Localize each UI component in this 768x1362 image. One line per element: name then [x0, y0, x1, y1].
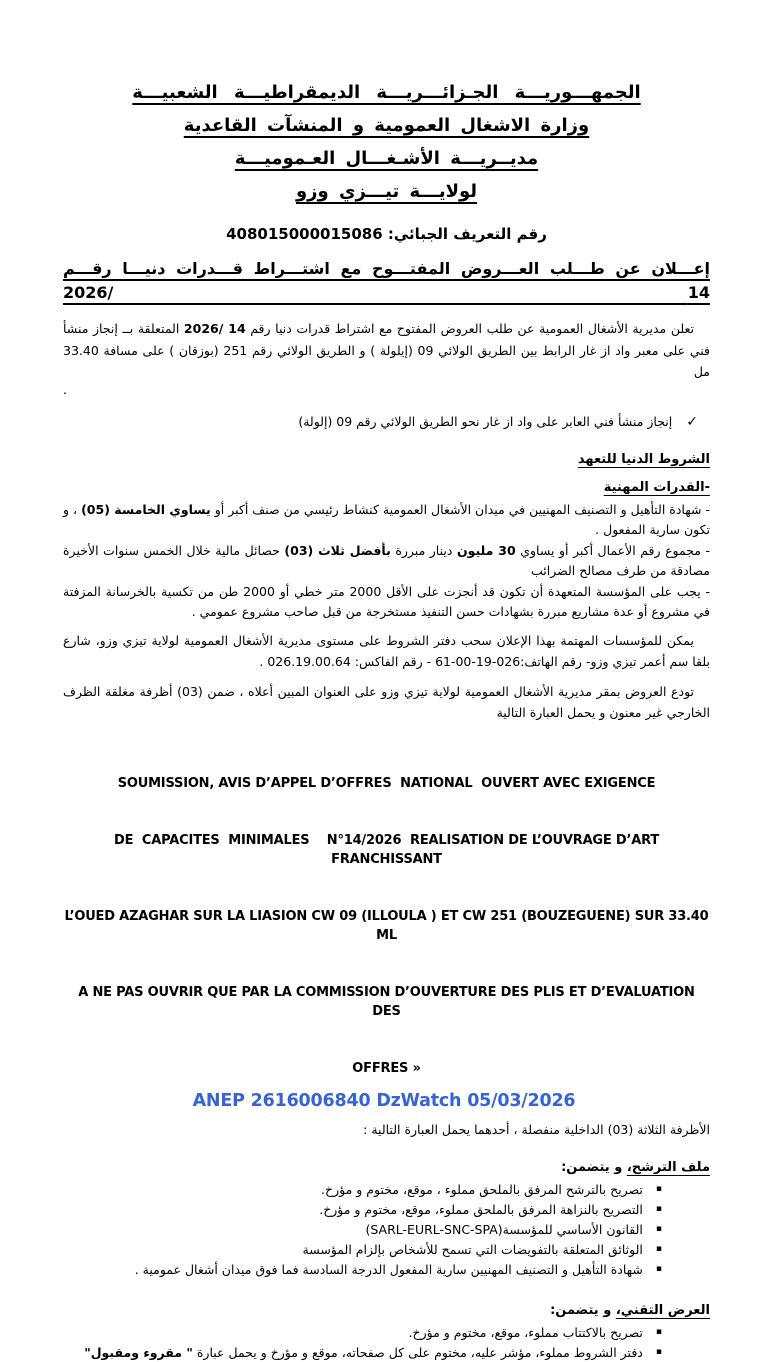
works-check-item — [63, 412, 710, 432]
list-item — [63, 1200, 710, 1219]
professional-capacities-subheading: -القدرات المهنية — [603, 479, 710, 495]
square-bullet-icon: ▪ — [655, 1183, 662, 1194]
technical-offer-heading-title: العرض التقني، — [615, 1302, 710, 1318]
works-item-text: إنجاز منشأ فني العابر على واد از غار نحو الطريق الولائي رقم 09 (إلولة) — [298, 413, 673, 429]
list-item-text: شهادة التأهيل و التصنيف المهنيين سارية المفعول الدرجة السادسة فما فوق ميدان أشغال عمومية . — [134, 1261, 643, 1277]
checkmark-icon: ✓ — [686, 413, 698, 430]
list-item — [63, 1240, 710, 1259]
square-bullet-icon: ▪ — [655, 1223, 662, 1234]
candidacy-file-list — [63, 1180, 710, 1279]
condition-item: - شهادة التأهيل و التصنيف المهنيين في ميدان الأشغال العمومية كنشاط رئيسي من صنف أكبر أو يساوي الخامسة (05) ، و تكون سارية المفعول . — [63, 501, 710, 537]
condition-item: - يجب على المؤسسة المتعهدة أن تكون قد أنجزت على الأقل 2000 متر خطي أو 2000 طن من تكسية بالخرسانة المزفتة في مشروع أو عدة مشاريع مبررة بشهادات حسن التنفيذ مستخرجة من قبل صاحب مشروع عمومي . — [63, 583, 710, 619]
french-notice-line: A NE PAS OUVRIR QUE PAR LA COMMISSION D’OUVERTURE DES PLIS ET D’EVALUATION DES — [78, 984, 700, 1019]
header-ministry-line: وزارة الاشغال العمومية و المنشآت القاعدية — [183, 115, 590, 136]
condition-item: - مجموع رقم الأعمال أكبر أو يساوي 30 مليون دينار مبررة بأفضل ثلاث (03) حصائل مالية خلال الخمس سنوات الأخيرة مصادقة من طرف مصالح الضرائب — [63, 542, 710, 578]
technical-offer-list — [63, 1323, 710, 1362]
header-wilaya-line: لولايـــة تيـــزي وزو — [295, 181, 478, 202]
french-notice-line: L’OUED AZAGHAR SUR LA LIASION CW 09 (ILLOULA ) ET CW 251 (BOUZEGUENE) SUR 33.40 ML — [64, 908, 713, 943]
square-bullet-icon: ▪ — [655, 1346, 662, 1357]
withdraw-paragraph: يمكن للمؤسسات المهتمة بهذا الإعلان سحب دفتر الشروط على مستوى مديرية الأشغال العمومية لولاية تيزي وزو، شارع بلقا سم أعمر تيزي وزو- رقم الهاتف:026-19-00-61 - رقم الفاكس: 026.19.00.64 . — [63, 632, 710, 669]
square-bullet-icon: ▪ — [655, 1243, 662, 1254]
list-item-text: الوثائق المتعلقة بالتفويضات التي تسمح للأشخاص بإلزام المؤسسة — [302, 1241, 643, 1257]
candidacy-file-heading — [63, 1158, 710, 1178]
tender-title: إعـــلان عن طـــلب العـــروض المفتـــوح مع اشتـــراط قـــدرات دنيـــا رقـــم 14 /2026 — [63, 259, 710, 302]
header-republic-line: الجمهـــوريـــة الجـزائـــريـــة الديمقراطيـــة الشعبيـــة — [132, 82, 641, 103]
deposit-paragraph: تودع العروض بمقر مديرية الأشغال العمومية لولاية تيزي وزو على العنوان المبين أعلاه ، ضمن (03) أظرفة مغلقة الظرف الخارجي غير معنون و يحمل العبارة التالية — [63, 683, 710, 720]
intro-paragraph: تعلن مديرية الأشغال العمومية عن طلب العروض المفتوح مع اشتراط قدرات دنيا رقم 14 /2026 المتعلقة بــ إنجاز منشأ فني على معبر واد از غار الرابط بين الطريق الولائي 09 (إيلولة ) و الطريق الولائي رقم 251 (بوزقان ) على مسافة 33.40 مل — [63, 321, 710, 379]
official-header — [63, 82, 710, 203]
list-item — [63, 1180, 710, 1199]
header-directorate-line: مديــريـــة الأشـغـــال العـموميـــة — [234, 148, 539, 169]
list-item-text: تصريح بالترشح المرفق بالملحق مملوء ، موقع، مختوم و مؤرخ. — [321, 1181, 643, 1197]
anep-footer: ANEP 2616006840 DzWatch 05/03/2026 — [192, 1091, 576, 1111]
square-bullet-icon: ▪ — [655, 1203, 662, 1214]
minimum-conditions-heading: الشروط الدنيا للتعهد — [577, 451, 710, 467]
list-item-text: دفتر الشروط مملوء، مؤشر عليه، مختوم على كل صفحاته، موقع و مؤرخ و يحمل عبارة " مقروء ومقبول" — [84, 1344, 643, 1360]
candidacy-file-heading-title: ملف الترشح، — [626, 1159, 710, 1175]
conditions-list — [63, 500, 710, 623]
inner-envelopes-note: الأظرفة الثلاثة (03) الداخلية منفصلة ، أحدهما يحمل العبارة التالية : — [363, 1121, 710, 1137]
french-notice-line: OFFRES » — [352, 1060, 421, 1076]
french-notice-line: SOUMISSION, AVIS D’APPEL D’OFFRES NATIONAL OUVERT AVEC EXIGENCE — [117, 775, 656, 791]
intro-trailing-period: . — [63, 381, 67, 397]
square-bullet-icon: ▪ — [655, 1263, 662, 1274]
french-notice-block — [63, 736, 713, 1116]
list-item — [63, 1323, 710, 1342]
list-item — [63, 1260, 710, 1279]
tax-identification-number: رقم التعريف الجبائي: 408015000015086 — [226, 225, 547, 243]
technical-offer-heading — [63, 1301, 710, 1321]
list-item-text: القانون الأساسي للمؤسسة(SARL-EURL-SNC-SPA) — [365, 1221, 643, 1237]
technical-offer-heading-rest: و يتضمن: — [550, 1302, 616, 1318]
list-item — [63, 1220, 710, 1239]
square-bullet-icon: ▪ — [655, 1326, 662, 1337]
list-item-text: التصريح بالنزاهة المرفق بالملحق مملوء، موقع، مختوم و مؤرخ. — [319, 1201, 643, 1217]
list-item — [63, 1343, 710, 1362]
french-notice-line: DE CAPACITES MINIMALES N°14/2026 REALISATION DE L’OUVRAGE D’ART FRANCHISSANT — [113, 832, 664, 867]
candidacy-file-heading-rest: و يتضمن: — [561, 1159, 627, 1175]
list-item-text: تصريح بالاكتتاب مملوء، موقع، مختوم و مؤرخ. — [408, 1324, 643, 1340]
